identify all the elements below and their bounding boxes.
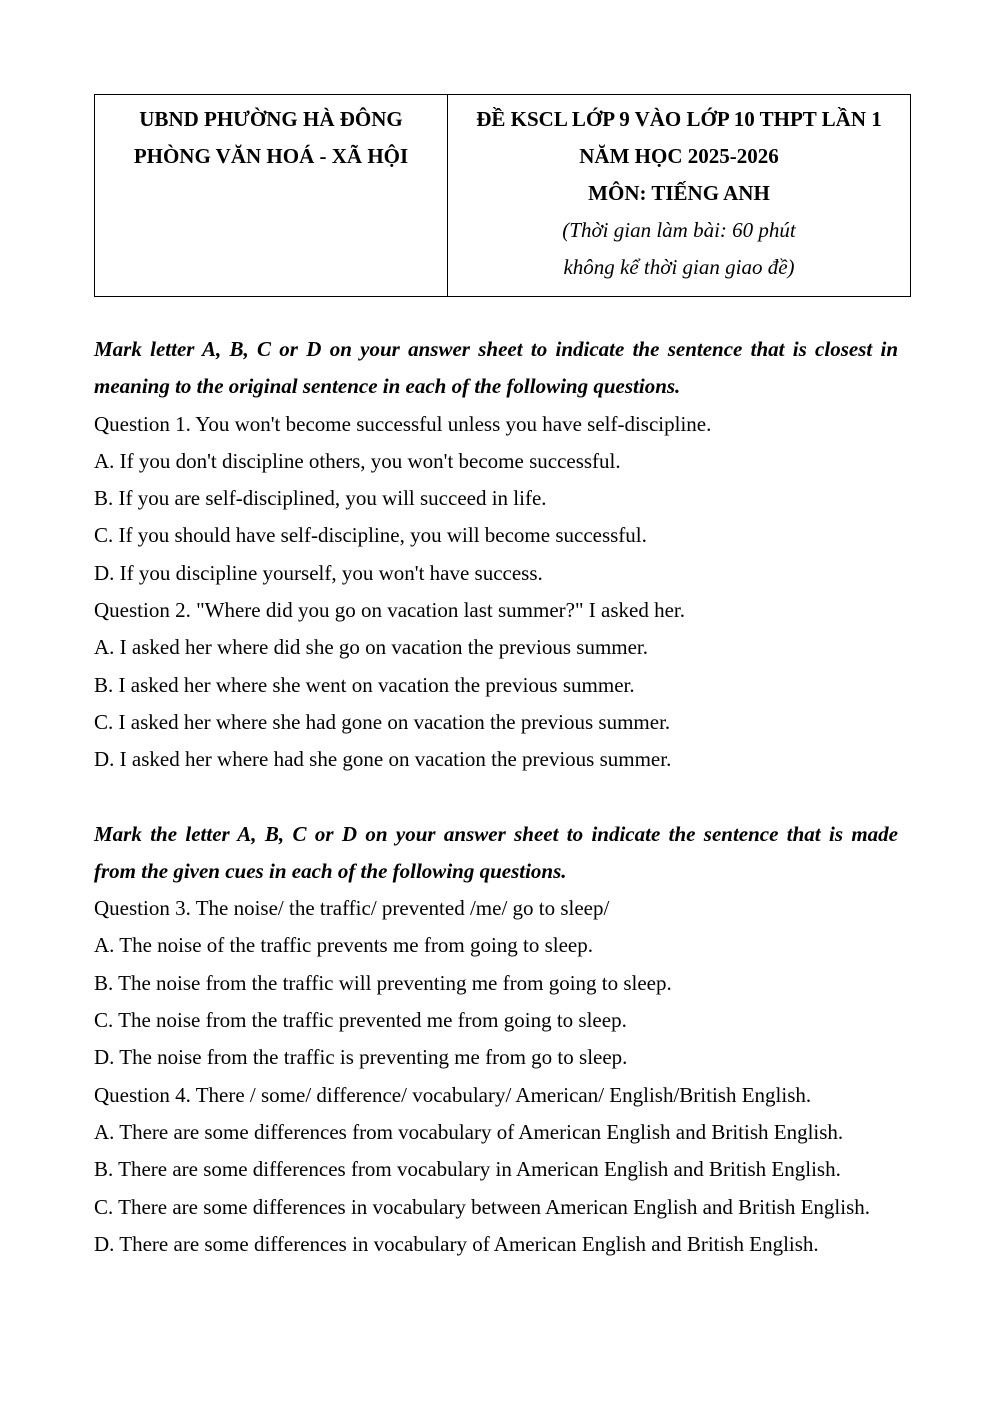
school-year: NĂM HỌC 2025-2026 (579, 144, 779, 168)
option-a: A. I asked her where did she go on vacation the previous summer. (94, 635, 649, 660)
option-c: C. There are some differences in vocabulary between American English and British English. (94, 1194, 870, 1219)
department-name: UBND PHƯỜNG HÀ ĐÔNG (139, 107, 403, 131)
section-instruction (94, 816, 898, 891)
option-a: A. There are some differences from vocabulary of American English and British English. (94, 1119, 844, 1144)
question-prompt: Question 4. There / some/ difference/ vocabulary/ American/ English/British English. (94, 1082, 812, 1107)
option-c: C. I asked her where she had gone on vacation the previous summer. (94, 709, 671, 734)
question-prompt: Question 3. The noise/ the traffic/ prevented /me/ go to sleep/ (94, 896, 610, 921)
option-b: B. If you are self-disciplined, you will succeed in life. (94, 486, 547, 511)
option-d: D. I asked her where had she gone on vacation the previous summer. (94, 747, 672, 772)
subject-name: MÔN: TIẾNG ANH (588, 181, 770, 205)
time-note: không kể thời gian giao đề) (563, 255, 795, 279)
option-d: D. The noise from the traffic is preventing me from go to sleep. (94, 1045, 628, 1070)
option-c: C. The noise from the traffic prevented me from going to sleep. (94, 1008, 627, 1033)
instruction-line: meaning to the original sentence in each of the following questions. (94, 374, 681, 399)
header-right-cell (448, 95, 911, 297)
exam-page (94, 94, 898, 1263)
instruction-line: from the given cues in each of the following questions. (94, 858, 567, 883)
option-c: C. If you should have self-discipline, you will become successful. (94, 523, 647, 548)
option-a: A. If you don't discipline others, you won't become successful. (94, 448, 621, 473)
question-4 (94, 1077, 898, 1263)
question-2 (94, 592, 898, 778)
option-b: B. I asked her where she went on vacation the previous summer. (94, 672, 635, 697)
instruction-line: Mark the letter A, B, C or D on your answer sheet to indicate the sentence that is made (94, 821, 898, 846)
option-d: D. If you discipline yourself, you won't have success. (94, 560, 543, 585)
exam-title: ĐỀ KSCL LỚP 9 VÀO LỚP 10 THPT LẦN 1 (476, 107, 882, 131)
question-1 (94, 406, 898, 592)
option-b: B. There are some differences from vocabulary in American English and British English. (94, 1157, 841, 1182)
exam-header-table (94, 94, 911, 297)
option-d: D. There are some differences in vocabulary of American English and British English. (94, 1231, 819, 1256)
section-instruction (94, 331, 898, 406)
time-limit: (Thời gian làm bài: 60 phút (562, 218, 796, 242)
office-name: PHÒNG VĂN HOÁ - XÃ HỘI (133, 144, 409, 168)
question-3 (94, 890, 898, 1076)
option-b: B. The noise from the traffic will preventing me from going to sleep. (94, 970, 672, 995)
question-prompt: Question 1. You won't become successful unless you have self-discipline. (94, 411, 712, 436)
section-sentence-building (94, 816, 898, 1264)
header-left-cell (95, 95, 448, 297)
question-prompt: Question 2. "Where did you go on vacation last summer?" I asked her. (94, 598, 685, 623)
section-closest-meaning (94, 331, 898, 779)
option-a: A. The noise of the traffic prevents me from going to sleep. (94, 933, 594, 958)
instruction-line: Mark letter A, B, C or D on your answer sheet to indicate the sentence that is closest in (94, 337, 898, 361)
